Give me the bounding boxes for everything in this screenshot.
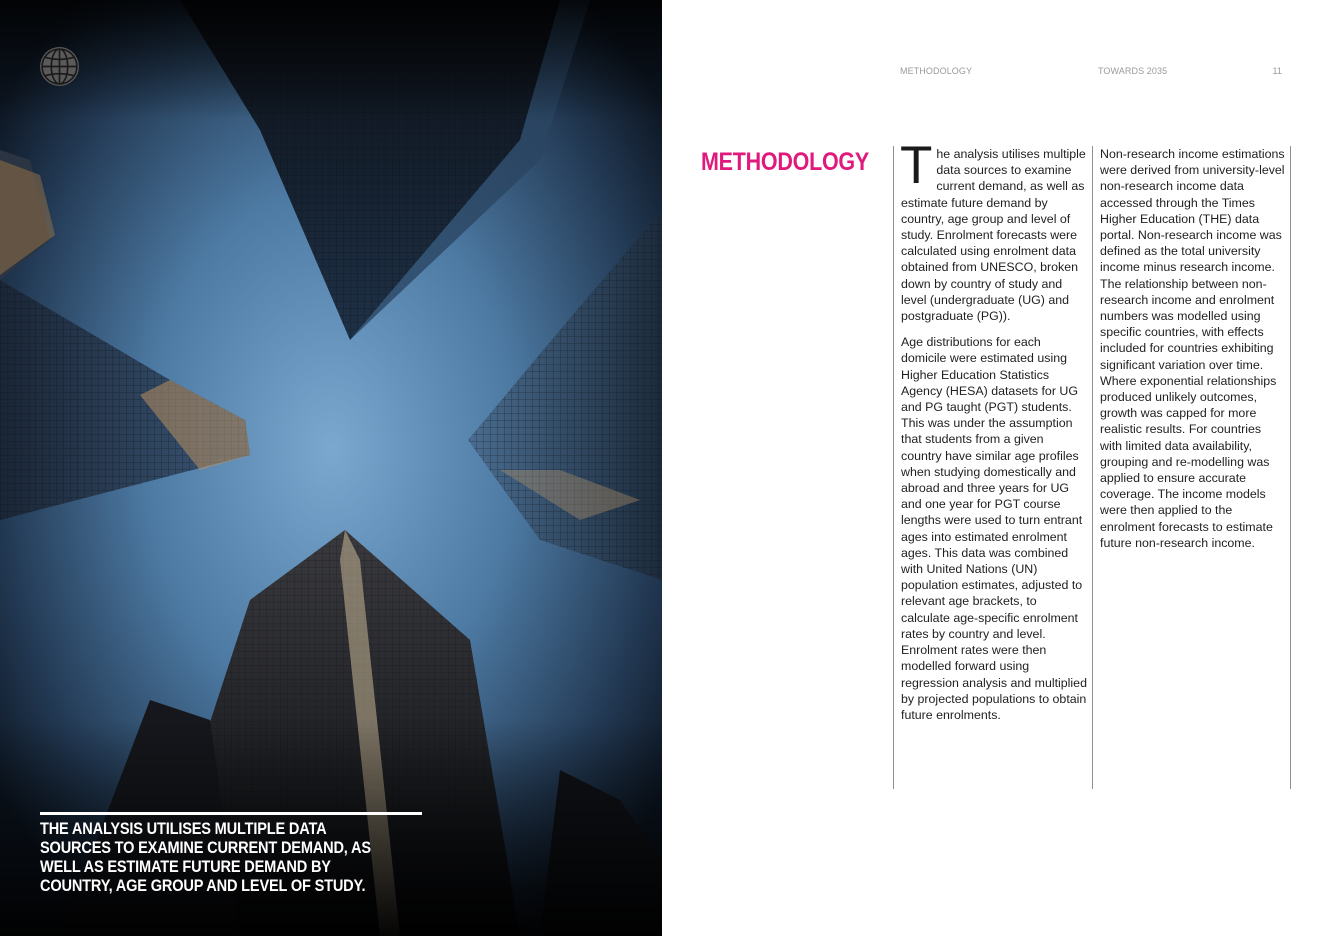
text-page	[662, 0, 1323, 936]
body-column-1	[893, 136, 1092, 789]
body-column-2	[1092, 146, 1291, 789]
pull-quote-rule	[40, 812, 422, 815]
paragraph-1-text: he analysis utilises multiple data sources to examine current demand, as well as estimate future demand by country, age group and level of study. Enrolment forecasts were calculated using enrolment data obtained from UNESCO, broken down by country of study and level (undergraduate (UG) and postgraduate (PG)).	[901, 147, 1086, 324]
section-title: METHODOLOGY	[701, 148, 869, 176]
paragraph-3: Non-research income estimations were derived from university-level non-research income data accessed through the Times Higher Education (THE) data portal. Non-research income was defined as the total university income minus research income. The relationship between non-research income and enrolment numbers was modelled using specific countries, with effects included for countries exhibiting significant variation over time. Where exponential relationships produced unlikely outcomes, growth was capped for more realistic results. For countries with limited data availability, grouping and re-modelling was applied to ensure accurate coverage. The income models were then applied to the enrolment forecasts to estimate future non-research income.	[1100, 147, 1285, 550]
pull-quote: THE ANALYSIS UTILISES MULTIPLE DATA SOURCES TO EXAMINE CURRENT DEMAND, AS WELL AS ESTIMATE FUTURE DEMAND BY COUNTRY, AGE GROUP AND LEVEL OF STUDY.	[40, 820, 371, 895]
running-head-section: METHODOLOGY	[900, 66, 973, 76]
paragraph-2: Age distributions for each domicile were estimated using Higher Education Statistics Agency (HESA) datasets for UG and PG taught (PGT) students. This was under the assumption that students from a given country have similar age profiles when studying domestically and abroad and three years for UG and one year for PGT course lengths were used to turn entrant ages into estimated enrolment ages. This data was combined with United Nations (UN) population estimates, adjusted to relevant age brackets, to calculate age-specific enrolment rates by country and level. Enrolment rates were then modelled forward using regression analysis and multiplied by projected populations to obtain future enrolments.	[901, 335, 1087, 722]
paragraph-1	[900, 136, 1087, 324]
running-head-publication: TOWARDS 2035	[1098, 66, 1168, 76]
page-number: 11	[1272, 66, 1282, 76]
drop-cap: T	[900, 136, 933, 195]
globe-icon	[39, 46, 80, 87]
